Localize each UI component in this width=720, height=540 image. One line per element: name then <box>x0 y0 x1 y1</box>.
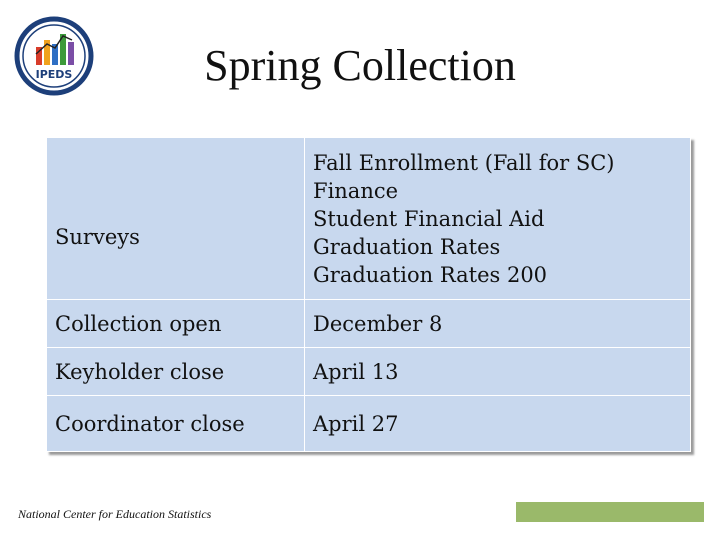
table-row <box>47 396 691 452</box>
survey-item: Finance <box>313 178 399 203</box>
survey-item: Student Financial Aid <box>313 206 545 231</box>
row-label-surveys: Surveys <box>47 138 305 300</box>
survey-item: Fall Enrollment (Fall for SC) <box>313 150 615 175</box>
table-row <box>47 300 691 348</box>
footer-bar <box>516 502 704 522</box>
footer-text: National Center for Education Statistics <box>18 507 212 521</box>
table-row <box>47 138 691 300</box>
row-label-collection-open: Collection open <box>47 300 305 348</box>
surveys-list <box>305 138 691 300</box>
logo-text: IPEDS <box>35 68 73 81</box>
row-value-keyholder-close: April 13 <box>305 348 691 396</box>
row-value-coordinator-close: April 27 <box>305 396 691 452</box>
row-label-coordinator-close: Coordinator close <box>47 396 305 452</box>
row-value-collection-open: December 8 <box>305 300 691 348</box>
slide-title: Spring Collection <box>204 41 516 90</box>
table-row <box>47 348 691 396</box>
schedule-table <box>46 137 691 452</box>
survey-item: Graduation Rates 200 <box>313 262 548 287</box>
survey-item: Graduation Rates <box>313 234 501 259</box>
row-label-keyholder-close: Keyholder close <box>47 348 305 396</box>
